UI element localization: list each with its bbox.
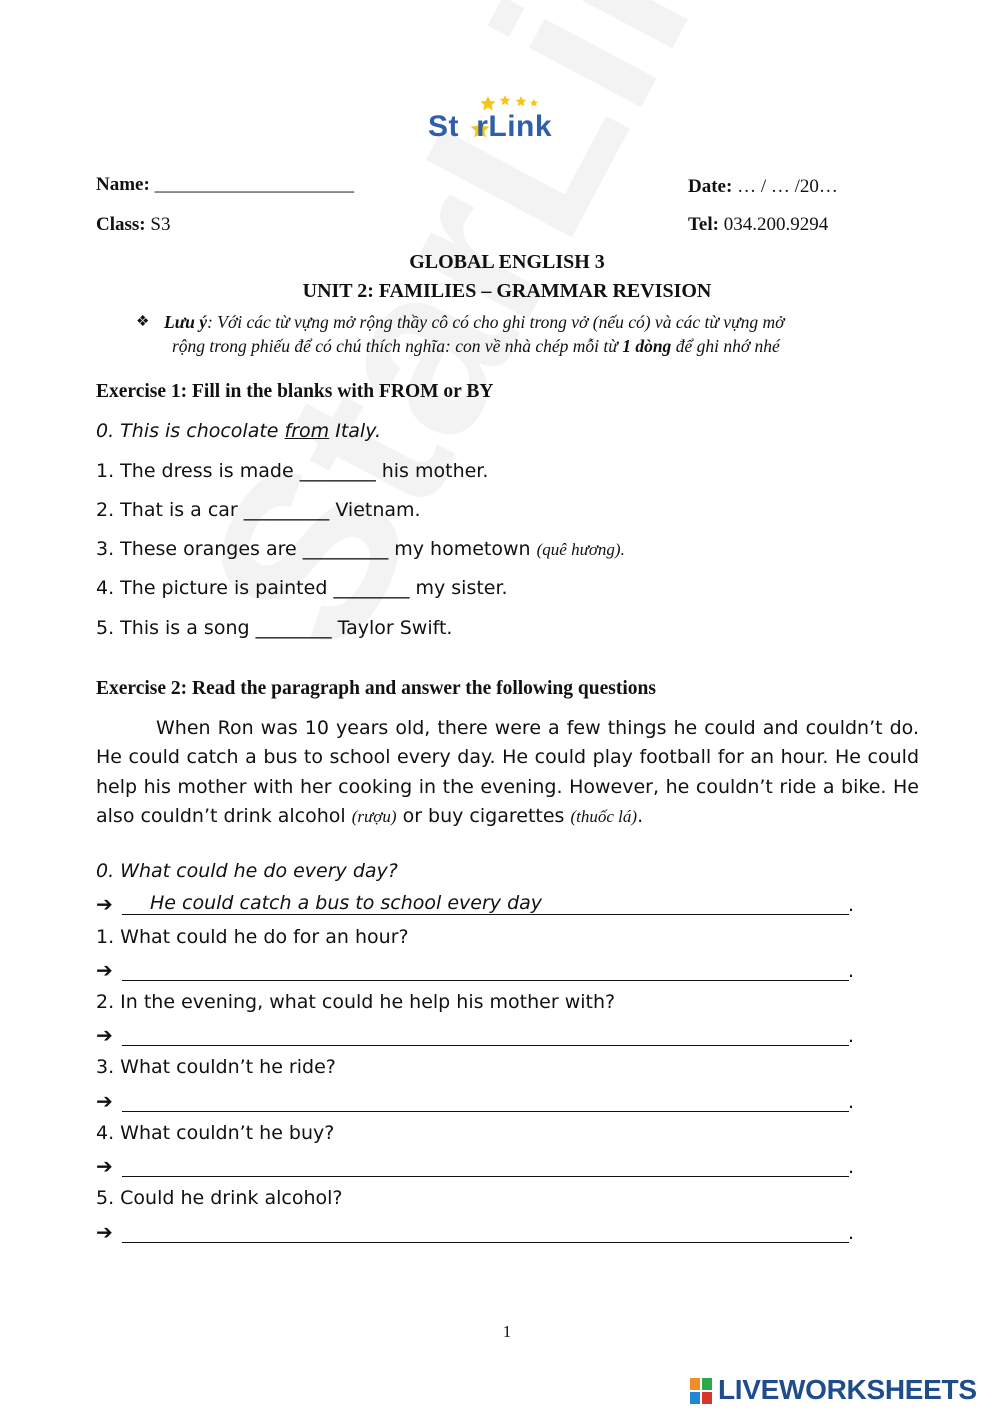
fill-blank[interactable]: _________: [302, 538, 389, 560]
answer-line[interactable]: [122, 1089, 849, 1112]
question-3: 3. What couldn’t he ride?: [96, 1056, 336, 1078]
end-mark: .: [848, 1222, 855, 1244]
reading-paragraph: When Ron was 10 years old, there were a few things he could and couldn’t do. He could catch a bus to school every day. He could play football for an hour. He could help his mother with her cooking in the evening. However, he couldn’t ride a bike. He also couldn’t drink alcohol (rượu) or buy cigarettes (thuốc lá).: [96, 717, 919, 827]
arrow-icon: ➔: [96, 1220, 113, 1244]
arrow-icon: ➔: [96, 1154, 113, 1178]
example-answer: from: [284, 420, 330, 442]
exercise-1-item: 3. These oranges are _________ my hometown (quê hương).: [96, 538, 625, 560]
fill-blank[interactable]: _________: [243, 499, 330, 521]
unit-title: UNIT 2: FAMILIES – GRAMMAR REVISION: [302, 280, 712, 302]
gloss-alcohol: (rượu): [351, 806, 397, 826]
class-field: [96, 214, 170, 236]
fill-blank[interactable]: ________: [333, 577, 410, 599]
example-answer-text: He could catch a bus to school every day: [150, 892, 543, 914]
exercise-1-example: 0. This is chocolate from Italy.: [96, 420, 382, 442]
exercise-1-title: Exercise 1: Fill in the blanks with FROM or BY: [96, 381, 494, 402]
arrow-icon: ➔: [96, 1023, 113, 1047]
vietnamese-gloss: (quê hương).: [536, 540, 625, 559]
end-mark: .: [848, 1025, 855, 1047]
answer-line[interactable]: [122, 1023, 849, 1046]
tel-field: [688, 214, 828, 236]
note-bullet-icon: ❖: [136, 314, 150, 330]
question-0: 0. What could he do every day?: [96, 860, 398, 882]
end-mark: .: [848, 1156, 855, 1178]
note-line-1: Lưu ý: Với các từ vựng mở rộng thầy cô có cho ghi trong vở (nếu có) và các từ vựng mở: [164, 312, 785, 332]
question-4: 4. What couldn’t he buy?: [96, 1122, 335, 1144]
exercise-1-item: 5. This is a song ________ Taylor Swift.: [96, 617, 453, 639]
end-mark: .: [848, 1091, 855, 1113]
end-mark: .: [848, 894, 855, 916]
exercise-1-item: 4. The picture is painted ________ my sister.: [96, 577, 508, 599]
end-mark: .: [848, 960, 855, 982]
logo-text: St rLink: [428, 110, 553, 143]
question-1: 1. What could he do for an hour?: [96, 926, 409, 948]
name-field: [96, 174, 354, 196]
class-label: Class:: [96, 214, 146, 235]
date-field: [688, 176, 838, 198]
tel-value: 034.200.9294: [723, 214, 829, 235]
exercise-2-title: Exercise 2: Read the paragraph and answer the following questions: [96, 678, 656, 699]
question-2: 2. In the evening, what could he help his mother with?: [96, 991, 616, 1013]
exercise-1-item: 1. The dress is made ________ his mother.: [96, 460, 489, 482]
liveworksheets-logo-icon: [690, 1378, 714, 1406]
name-label: Name:: [96, 174, 150, 195]
date-label: Date:: [688, 176, 733, 197]
brand-text: LIVEWORKSHEETS: [718, 1374, 977, 1405]
arrow-icon: ➔: [96, 1089, 113, 1113]
fill-blank[interactable]: ________: [255, 617, 332, 639]
arrow-icon: ➔: [96, 892, 113, 916]
question-5: 5. Could he drink alcohol?: [96, 1187, 343, 1209]
date-value: … / … /20…: [737, 176, 838, 197]
note-line-2: rộng trong phiếu để có chú thích nghĩa: con về nhà chép mỗi từ 1 dòng để ghi nhớ nhé: [172, 336, 780, 356]
answer-line[interactable]: [122, 958, 849, 981]
arrow-icon: ➔: [96, 958, 113, 982]
answer-line[interactable]: [122, 1154, 849, 1177]
note-label: Lưu ý: [164, 312, 208, 332]
name-blank: _____________________: [154, 174, 355, 195]
answer-line[interactable]: [122, 1220, 849, 1243]
class-value: S3: [150, 214, 171, 235]
exercise-1-item: 2. That is a car _________ Vietnam.: [96, 499, 421, 521]
course-title: GLOBAL ENGLISH 3: [409, 251, 605, 273]
fill-blank[interactable]: ________: [299, 460, 376, 482]
tel-label: Tel:: [688, 214, 719, 235]
starlink-logo: [428, 96, 598, 148]
gloss-cigarettes: (thuốc lá): [570, 806, 638, 826]
page-number: 1: [502, 1322, 512, 1341]
